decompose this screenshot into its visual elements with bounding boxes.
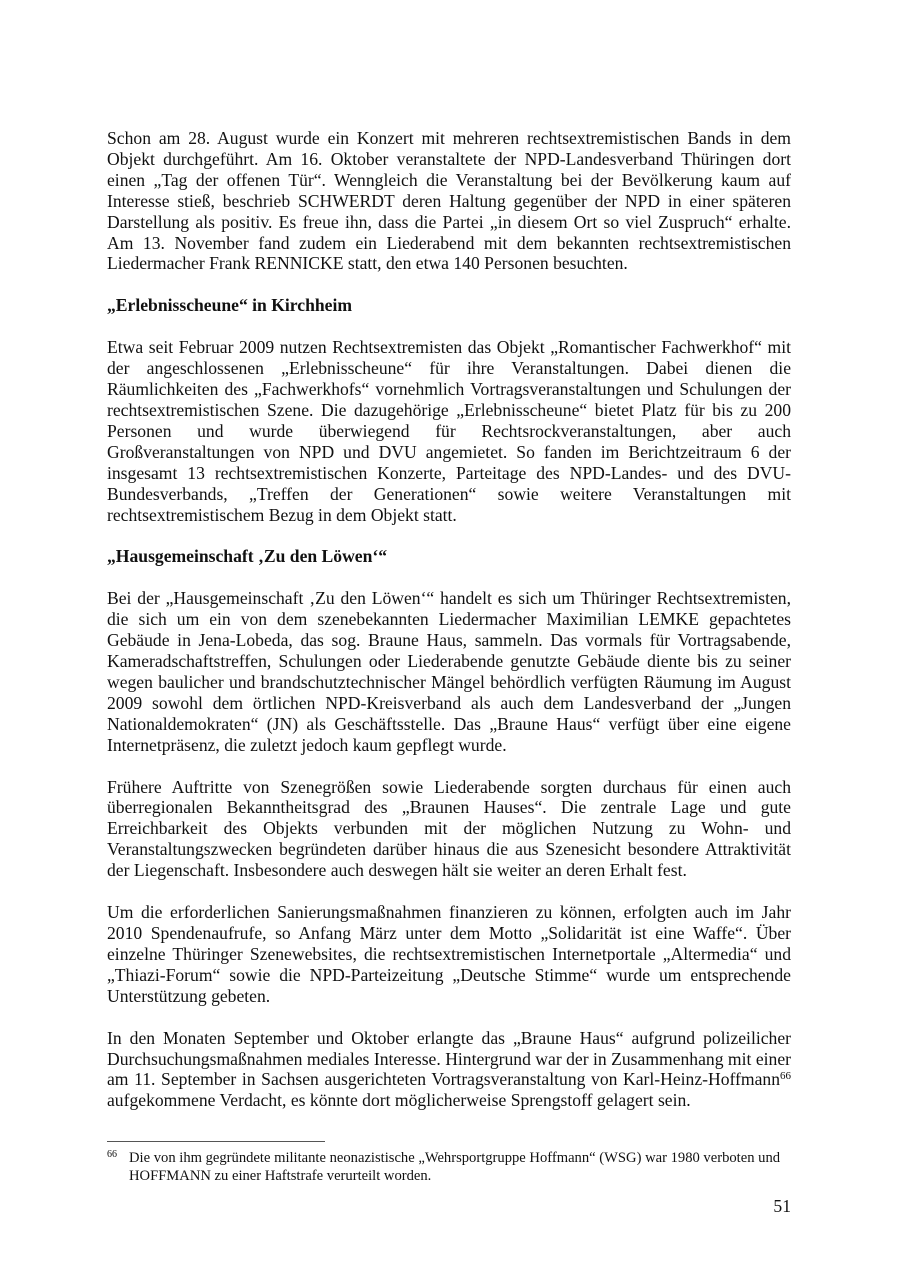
paragraph-bekanntheitsgrad: Frühere Auftritte von Szenegrößen sowie Liederabende sorgten durchaus für einen auch überregionalen Bekanntheitsgrad des „Braunen Hauses“. Die zentrale Lage und gute Erreichbarkeit des Objekts verbunden mit der möglichen Nutzung zu Wohn- und Veranstaltungszwecken begründeten darüber hinaus die aus Szenesicht besondere Attraktivität der Liegenschaft. Insbesondere auch deswegen hält sie weiter an deren Erhalt fest. — [107, 776, 791, 881]
heading-erlebnisscheune: „Erlebnisscheune“ in Kirchheim — [107, 295, 353, 316]
paragraph-concerts: Schon am 28. August wurde ein Konzert mit mehreren rechtsextremistischen Bands in dem Objekt durchgeführt. Am 16. Oktober veranstaltete der NPD-Landesverband Thüringen dort einen „Tag der offenen Tür“. Wenngleich die Veranstaltung bei der Bevölkerung kaum auf Interesse stieß, beschrieb SCHWERDT deren Haltung gegenüber der NPD in einer späteren Darstellung als positiv. Es freue ihn, dass die Partei „in diesem Ort so viel Zuspruch“ erhalte. Am 13. November fand zudem ein Liederabend mit dem bekannten rechtsextremistischen Liedermacher Frank RENNICKE statt, den etwa 140 Personen besuchten. — [107, 128, 791, 274]
paragraph-braunes-haus: Bei der „Hausgemeinschaft ‚Zu den Löwen‘“ handelt es sich um Thüringer Rechtsextremisten, die sich um ein von dem szenebekannten Liedermacher Maximilian LEMKE gepachtetes Gebäude in Jena-Lobeda, das sog. Braune Haus, sammeln. Das vormals für Vortragsabende, Kameradschaftstreffen, Schulungen oder Liederabende genutzte Gebäude diente bis zu seiner wegen baulicher und brandschutztechnischer Mängel behördlich verfügten Räumung im August 2009 sowohl dem örtlichen NPD-Kreisverband als auch dem Landesverband der „Jungen Nationaldemokraten“ (JN) als Geschäftsstelle. Das „Braune Haus“ verfügt über eine eigene Internetpräsenz, die zuletzt jedoch kaum gepflegt wurde. — [107, 588, 791, 755]
paragraph-durchsuchung-part1: In den Monaten September und Oktober erlangte das „Braune Haus“ aufgrund polizeilicher Durchsuchungsmaßnahmen mediales Interesse. Hintergrund war der in Zusammenhang mit einer am 11. September in Sachsen ausgerichteten Vortragsveranstaltung von Karl-Heinz-Hoffmann — [107, 1027, 791, 1090]
footnote-reference[interactable]: 66 — [780, 1070, 791, 1083]
body-text — [107, 128, 791, 1132]
paragraph-durchsuchung-part2: aufgekommene Verdacht, es könnte dort möglicherweise Sprengstoff gelagert sein. — [107, 1090, 691, 1111]
footnote-text: Die von ihm gegründete militante neonazistische „Wehrsportgruppe Hoffmann“ (WSG) war 1980 verboten und HOFFMANN zu einer Haftstrafe verurteilt worden. — [129, 1150, 781, 1184]
footnote-number: 66 — [107, 1149, 117, 1160]
paragraph-spendenaufrufe: Um die erforderlichen Sanierungsmaßnahmen finanzieren zu können, erfolgten auch im Jahr 2010 Spendenaufrufe, so Anfang März unter dem Motto „Solidarität ist eine Waffe“. Über einzelne Thüringer Szenewebsites, die rechtsextremistischen Internetportale „Altermedia“ und „Thiazi-Forum“ sowie die NPD-Parteizeitung „Deutsche Stimme“ wurde um entsprechende Unterstützung gebeten. — [107, 902, 791, 1006]
heading-hausgemeinschaft: „Hausgemeinschaft ‚Zu den Löwen‘“ — [107, 546, 388, 567]
page-number: 51 — [773, 1196, 791, 1216]
footnote-separator — [107, 1141, 325, 1142]
paragraph-fachwerkhof: Etwa seit Februar 2009 nutzen Rechtsextremisten das Objekt „Romantischer Fachwerkhof“ mit der angeschlossenen „Erlebnisscheune“ für ihre Veranstaltungen. Dabei dienen die Räumlichkeiten des „Fachwerkhofs“ vornehmlich Vortragsveranstaltungen und Schulungen der rechtsextremistischen Szene. Die dazugehörige „Erlebnisscheune“ bietet Platz für bis zu 200 Personen und wurde überwiegend für Rechtsrockveranstaltungen, aber auch Großveranstaltungen von NPD und DVU angemietet. So fanden im Berichtzeitraum 6 der insgesamt 13 rechtsextremistischen Konzerte, Parteitage des NPD-Landes- und des DVU-Bundesverbands, „Treffen der Generationen“ sowie weitere Veranstaltungen mit rechtsextremistischem Bezug in dem Objekt statt. — [107, 337, 791, 525]
paragraph-durchsuchung — [107, 1028, 791, 1112]
footnote — [107, 1150, 791, 1185]
